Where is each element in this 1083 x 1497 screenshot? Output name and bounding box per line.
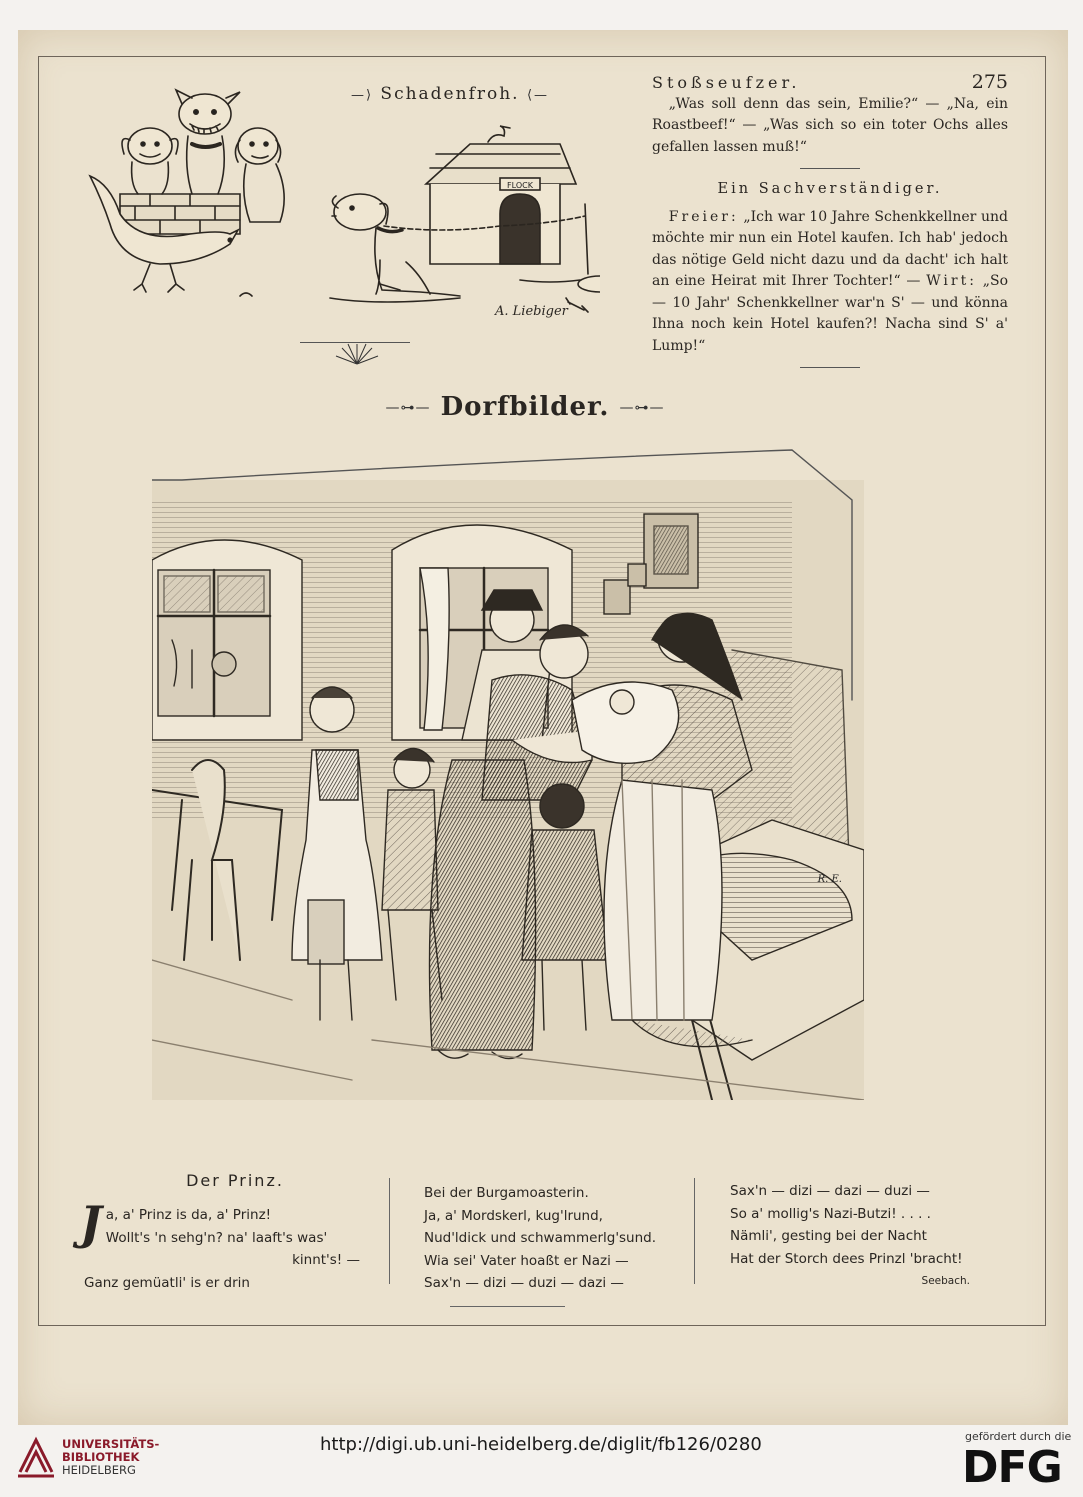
poem-line: So a' mollig's Nazi-Butzi! . . . . bbox=[730, 1205, 931, 1222]
poem-column-2 bbox=[424, 1182, 684, 1295]
main-title-ornament-left: —⊶— bbox=[385, 400, 431, 416]
funder-note: gefördert durch die bbox=[965, 1430, 1072, 1443]
right-column bbox=[652, 72, 1008, 378]
dfg-logo: DFG bbox=[962, 1442, 1062, 1493]
section-end-divider bbox=[800, 367, 860, 368]
poem-line: Nämli', gesting bei der Nacht bbox=[730, 1228, 927, 1244]
poem-author: Seebach. bbox=[921, 1275, 970, 1287]
poem-line: a, a' Prinz is da, a' Prinz! bbox=[105, 1207, 272, 1223]
cartoon-title-text: Schadenfroh. bbox=[380, 84, 520, 104]
poem-dropcap: J bbox=[80, 1196, 102, 1250]
poem-column-rule-1 bbox=[389, 1178, 390, 1284]
library-name-line2: BIBLIOTHEK bbox=[62, 1450, 140, 1464]
illustration-signature: R. E. bbox=[817, 874, 842, 885]
title-ornament-left: —⟩ bbox=[350, 88, 374, 103]
main-title-text: Dorfbilder. bbox=[440, 392, 610, 422]
section-divider bbox=[800, 168, 860, 169]
library-name-line1: UNIVERSITÄTS- bbox=[62, 1437, 160, 1451]
main-title-ornament-right: —⊶— bbox=[619, 400, 665, 416]
sunburst-ornament bbox=[332, 338, 382, 368]
poem-end-rule bbox=[450, 1306, 565, 1307]
poem-line: Bei der Burgamoasterin. bbox=[424, 1185, 589, 1201]
village-room-illustration bbox=[152, 440, 864, 1100]
poem-line: Wia sei' Vater hoaßt er Nazi — bbox=[424, 1252, 629, 1269]
poem-line: Wollt's 'n sehg'n? na' laaft's was' bbox=[105, 1229, 328, 1246]
stoss-title: Stoßseufzer. bbox=[652, 73, 801, 92]
poem-line: kinnt's! — bbox=[292, 1252, 360, 1268]
cartoon-signature: A. Liebiger bbox=[495, 304, 568, 319]
title-ornament-right: ⟨— bbox=[526, 88, 550, 103]
sach-text-part1: „Ich war 10 Jahre Schenkkellner und möchte mir nun ein Hotel kaufen. Ich hab' jedoch das nötige Geld nicht dazu und da dacht' ich halt an eine Heirat mit Ihrer Tochter!“ — bbox=[652, 208, 1008, 289]
sach-text-part2: „So — 10 Jahr' Schenkkellner war'n S' — und könna Ihna noch kein Hotel kaufen?! Nacha sind S' a' Lump!“ bbox=[652, 273, 1008, 354]
poem-line: Sax'n — dizi — duzi — dazi — bbox=[424, 1275, 624, 1291]
poem-column-1 bbox=[80, 1196, 374, 1294]
poem-line: Hat der Storch dees Prinzl 'bracht! bbox=[730, 1250, 963, 1267]
page-number: 275 bbox=[971, 71, 1008, 93]
kennel-sign: FLOCK bbox=[507, 181, 533, 190]
stoss-header-row bbox=[652, 72, 1008, 94]
poem-line: Sax'n — dizi — dazi — duzi — bbox=[730, 1183, 930, 1199]
poem-line: Ja, a' Mordskerl, kug'lrund, bbox=[424, 1207, 603, 1224]
stoss-text: „Was soll denn das sein, Emilie?“ — „Na, ein Roastbeef!“ — „Was sich so ein toter Ochs alles gefallen lassen muß!“ bbox=[652, 95, 1008, 155]
poem-title: Der Prinz. bbox=[186, 1171, 284, 1190]
poem-line: Ganz gemüatli' is er drin bbox=[84, 1274, 250, 1291]
sach-title: Ein Sachverständiger. bbox=[717, 181, 943, 197]
poem-column-3 bbox=[730, 1180, 990, 1293]
permalink-url[interactable]: http://digi.ub.uni-heidelberg.de/diglit/fb126/0280 bbox=[320, 1434, 762, 1455]
university-library-logo-icon bbox=[14, 1432, 58, 1478]
poem-line: Nud'ldick und schwammerlg'sund. bbox=[424, 1230, 657, 1246]
sach-speaker-freier: Freier: bbox=[668, 208, 739, 225]
poem-column-rule-2 bbox=[694, 1178, 695, 1284]
library-name bbox=[62, 1438, 159, 1477]
sach-speaker-wirt: Wirt: bbox=[926, 273, 977, 289]
main-title bbox=[360, 392, 690, 422]
library-name-line3: HEIDELBERG bbox=[62, 1463, 136, 1477]
sach-text bbox=[652, 207, 1008, 358]
